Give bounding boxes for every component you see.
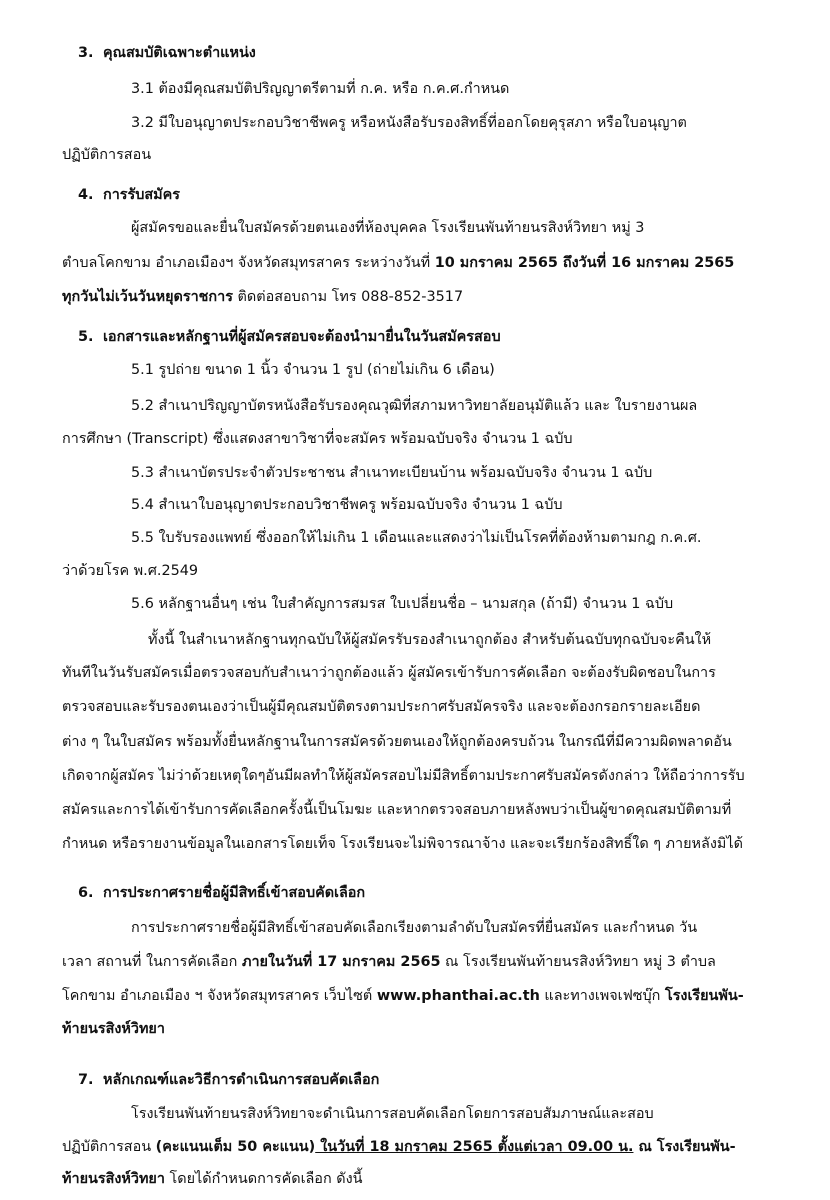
announcement-date: ภายในวันที่ 17 มกราคม 2565 <box>241 954 441 970</box>
section-5-number: 5. <box>78 329 94 345</box>
section-7-line-3 <box>62 1169 362 1189</box>
section-7-heading <box>78 1070 379 1090</box>
section-5-note-line-7: กำหนด หรือรายงานข้อมูลในเอกสารโดยเท็จ โรงเรียนจะไม่พิจารณาจ้าง และจะเรียกร้องสิทธิ์ใด ๆ ภายหลังมิได้ <box>62 836 743 852</box>
section-5-item-5-line-2: ว่าด้วยโรค พ.ศ.2549 <box>62 563 199 579</box>
section-5-note-line-1: ทั้งนี้ ในสำเนาหลักฐานทุกฉบับให้ผู้สมัครรับรองสำเนาถูกต้อง สำหรับต้นฉบับทุกฉบับจะคืนให้ <box>148 632 712 648</box>
section-5-item-5-line-1: 5.5 ใบรับรองแพทย์ ซึ่งออกให้ไม่เกิน 1 เดือนและแสดงว่าไม่เป็นโรคที่ต้องห้ามตามกฎ ก.ค.ศ. <box>131 530 702 546</box>
section-6-line-3 <box>62 986 744 1006</box>
section-7-line-2 <box>62 1137 736 1157</box>
section-5-heading <box>78 327 501 347</box>
section-5-note-line-5: เกิดจากผู้สมัคร ไม่ว่าด้วยเหตุใดๆอันมีผลทำให้ผู้สมัครสอบไม่มีสิทธิ์ตามประกาศรับสมัครดังกล่าว ให้ถือว่าการรับ <box>62 768 745 784</box>
section-3-title: คุณสมบัติเฉพาะตำแหน่ง <box>103 45 256 61</box>
section-5-title: เอกสารและหลักฐานที่ผู้สมัครสอบจะต้องนำมายื่นในวันสมัครสอบ <box>103 329 501 345</box>
section-4-title: การรับสมัคร <box>103 187 181 203</box>
section-3-number: 3. <box>78 45 94 61</box>
facebook-page-name: โรงเรียนพัน- <box>664 988 744 1004</box>
section-5-item-6: 5.6 หลักฐานอื่นๆ เช่น ใบสำคัญการสมรส ใบเปลี่ยนชื่อ – นามสกุล (ถ้ามี) จำนวน 1 ฉบับ <box>131 596 674 612</box>
school-name: ท้ายนรสิงห์วิทยา <box>62 1171 165 1187</box>
application-period: 10 มกราคม 2565 ถึงวันที่ 16 มกราคม 2565 <box>434 255 735 271</box>
section-6-line-4: ท้ายนรสิงห์วิทยา <box>62 1021 165 1037</box>
section-3-item-2-line-2: ปฏิบัติการสอน <box>62 147 152 163</box>
section-5-note-line-6: สมัครและการได้เข้ารับการคัดเลือกครั้งนี้เป็นโมฆะ และหากตรวจสอบภายหลังพบว่าเป็นผู้ขาดคุณสมบัติตามที่ <box>62 802 732 818</box>
section-7-line-2-text: ปฏิบัติการสอน <box>62 1139 156 1155</box>
section-5-note-line-3: ตรวจสอบและรับรองตนเองว่าเป็นผู้มีคุณสมบัติตรงตามประกาศรับสมัครจริง และจะต้องกรอกรายละเอียด <box>62 699 701 715</box>
every-day-note: ทุกวันไม่เว้นวันหยุดราชการ <box>62 289 233 305</box>
section-3-item-2-line-1: 3.2 มีใบอนุญาตประกอบวิชาชีพครู หรือหนังสือรับรองสิทธิ์ที่ออกโดยคุรุสภา หรือใบอนุญาต <box>131 115 687 131</box>
section-4-line-2-text: ตำบลโคกขาม อำเภอเมืองฯ จังหวัดสมุทรสาคร ระหว่างวันที่ <box>62 255 435 271</box>
section-7-line-3-text: โดยได้กำหนดการคัดเลือก ดังนี้ <box>164 1171 363 1187</box>
section-7-line-1: โรงเรียนพันท้ายนรสิงห์วิทยาจะดำเนินการสอบคัดเลือกโดยการสอบสัมภาษณ์และสอบ <box>131 1106 654 1122</box>
section-6-heading <box>78 883 365 903</box>
section-4-line-3 <box>62 287 463 307</box>
section-4-line-2 <box>62 253 734 273</box>
contact-phone: ติดต่อสอบถาม โทร 088-852-3517 <box>232 289 464 305</box>
section-5-item-3: 5.3 สำเนาบัตรประจำตัวประชาชน สำเนาทะเบียนบ้าน พร้อมฉบับจริง จำนวน 1 ฉบับ <box>131 465 653 481</box>
section-3-heading <box>78 43 256 63</box>
section-4-heading <box>78 185 180 205</box>
section-5-item-1: 5.1 รูปถ่าย ขนาด 1 นิ้ว จำนวน 1 รูป (ถ่ายไม่เกิน 6 เดือน) <box>131 362 495 378</box>
section-4-number: 4. <box>78 187 94 203</box>
section-6-title: การประกาศรายชื่อผู้มีสิทธิ์เข้าสอบคัดเลือก <box>103 885 366 901</box>
section-6-line-2 <box>62 952 716 972</box>
exam-time: ตั้งแต่เวลา 09.00 น. <box>497 1139 634 1155</box>
section-6-line-3-facebook: และทางเพจเฟซบุ๊ก <box>539 988 665 1004</box>
section-6-number: 6. <box>78 885 94 901</box>
section-6-line-1: การประกาศรายชื่อผู้มีสิทธิ์เข้าสอบคัดเลือกเรียงตามลำดับใบสมัครที่ยื่นสมัคร และกำหนด วัน <box>131 920 698 936</box>
section-5-item-4: 5.4 สำเนาใบอนุญาตประกอบวิชาชีพครู พร้อมฉบับจริง จำนวน 1 ฉบับ <box>131 497 563 513</box>
section-7-title: หลักเกณฑ์และวิธีการดำเนินการสอบคัดเลือก <box>103 1072 380 1088</box>
section-5-item-2-line-1: 5.2 สำเนาปริญญาบัตรหนังสือรับรองคุณวุฒิที่สภามหาวิทยาลัยอนุมัติแล้ว และ ใบรายงานผล <box>131 398 698 414</box>
section-7-number: 7. <box>78 1072 94 1088</box>
section-6-line-2-location: ณ โรงเรียนพันท้ายนรสิงห์วิทยา หมู่ 3 ตำบล <box>440 954 716 970</box>
section-3-item-1: 3.1 ต้องมีคุณสมบัติปริญญาตรีตามที่ ก.ค. หรือ ก.ค.ศ.กำหนด <box>131 81 510 97</box>
section-6-line-2-text: เวลา สถานที่ ในการคัดเลือก <box>62 954 242 970</box>
section-6-line-3-text: โคกขาม อำเภอเมือง ฯ จังหวัดสมุทรสาคร เว็บไซต์ <box>62 988 377 1004</box>
section-4-line-1: ผู้สมัครขอและยื่นใบสมัครด้วยตนเองที่ห้องบุคคล โรงเรียนพันท้ายนรสิงห์วิทยา หมู่ 3 <box>131 220 645 236</box>
exam-location: ณ โรงเรียนพัน- <box>633 1139 736 1155</box>
website-link[interactable]: www.phanthai.ac.th <box>376 988 540 1004</box>
section-5-item-2-line-2: การศึกษา (Transcript) ซึ่งแสดงสาขาวิชาที่จะสมัคร พร้อมฉบับจริง จำนวน 1 ฉบับ <box>62 431 573 447</box>
exam-date: ในวันที่ 18 มกราคม 2565 <box>315 1139 498 1155</box>
section-5-note-line-2: ทันทีในวันรับสมัครเมื่อตรวจสอบกับสำเนาว่าถูกต้องแล้ว ผู้สมัครเข้ารับการคัดเลือก จะต้องรับผิดชอบในการ <box>62 665 716 681</box>
full-score: (คะแนนเต็ม 50 คะแนน) <box>155 1139 316 1155</box>
section-5-note-line-4: ต่าง ๆ ในใบสมัคร พร้อมทั้งยื่นหลักฐานในการสมัครด้วยตนเองให้ถูกต้องครบถ้วน ในกรณีที่มีความผิดพลาดอัน <box>62 734 732 750</box>
